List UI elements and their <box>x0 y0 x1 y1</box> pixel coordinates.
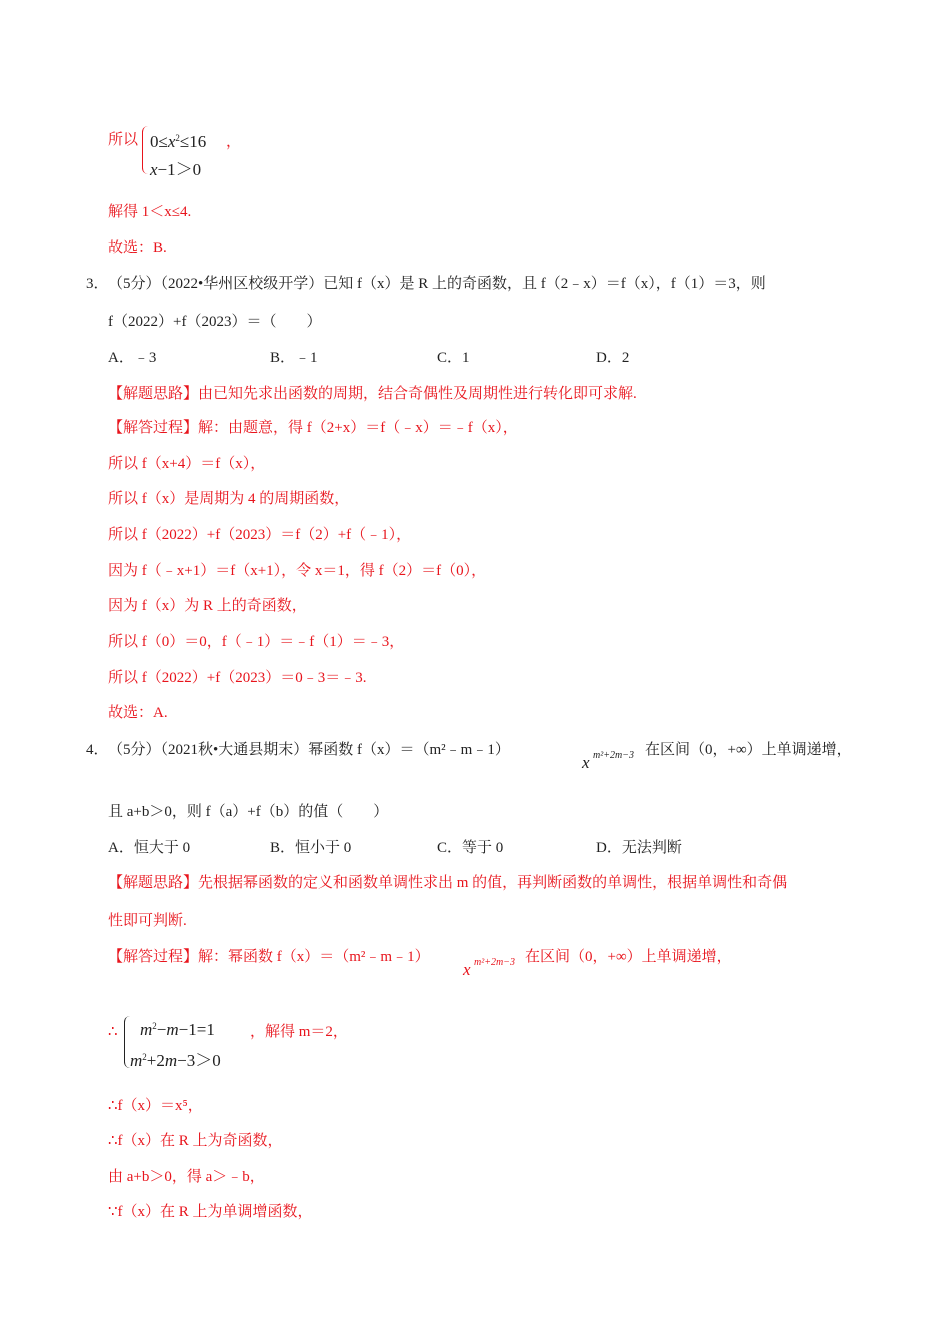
q4-option-d: D．无法判断 <box>596 840 682 856</box>
system-line-1: $0\le x^2\le 16$ <box>150 132 207 151</box>
q3-step-5: 因为 f（x）为 R 上的奇函数， <box>108 598 307 614</box>
q4-step-4: ∵f（x）在 R 上为单调增函数， <box>108 1204 313 1220</box>
q3-process-text: 解：由题意，得 f（2+x）＝f（﹣x）＝﹣f（x）， <box>198 420 518 436</box>
q3-step-1: 所以 f（x+4）＝f（x）， <box>108 456 266 472</box>
q4-stem-exponent: m²+2m−3 <box>593 750 634 761</box>
q3-step-6: 所以 f（0）＝0，f（﹣1）＝﹣f（1）＝﹣3， <box>108 634 405 650</box>
q4-process-exponent: m²+2m−3 <box>474 957 515 968</box>
q4-system-line-1: $m^2-m-1=1$ <box>140 1020 215 1039</box>
q3-hint-text: 由已知先求出函数的周期，结合奇偶性及周期性进行转化即可求解. <box>198 386 637 402</box>
q3-hint <box>108 384 637 404</box>
q3-hint-label: 【解题思路】 <box>108 386 199 402</box>
q4-step-2: ∴f（x）在 R 上为奇函数， <box>108 1133 283 1149</box>
q4-number: 4． <box>86 742 109 758</box>
q4-process <box>108 947 430 967</box>
q3-process-label: 【解答过程】 <box>108 420 199 436</box>
q3-step-3: 所以 f（2022）+f（2023）＝f（2）+f（﹣1）， <box>108 527 412 543</box>
q3-option-b: B．﹣1 <box>270 350 318 366</box>
q4-option-c: C．等于 0 <box>437 840 504 856</box>
q3-step-2: 所以 f（x）是周期为 4 的周期函数， <box>108 491 350 507</box>
q3-stem-line-2: f（2022）+f（2023）＝（ ） <box>108 314 322 330</box>
answer-prev: 故选：B. <box>108 240 167 256</box>
system-brace <box>142 126 149 174</box>
q4-hint-label: 【解题思路】 <box>108 875 199 891</box>
q3-answer: 故选：A. <box>108 705 168 721</box>
q3-option-a: A．﹣3 <box>108 350 157 366</box>
q4-step-1: ∴f（x）＝x⁵， <box>108 1098 203 1114</box>
q4-hint-text-1: 先根据幂函数的定义和函数单调性求出 m 的值，再判断函数的单调性，根据单调性和奇偶 <box>198 875 788 891</box>
q3-number: 3． <box>86 276 109 292</box>
q3-option-c: C．1 <box>437 350 470 366</box>
q4-stem-b: 在区间（0，+∞）上单调递增， <box>645 742 852 758</box>
q4-system-result: ，解得 m＝2， <box>250 1024 348 1040</box>
q4-hint <box>108 873 787 893</box>
q4-stem-line-2: 且 a+b＞0，则 f（a）+f（b）的值（ ） <box>108 804 389 820</box>
q4-hint-text-2: 性即可判断. <box>108 913 187 929</box>
q3-option-d: D．2 <box>596 350 630 366</box>
q3-step-4: 因为 f（﹣x+1）＝f（x+1），令 x＝1，得 f（2）＝f（0）， <box>108 563 487 579</box>
q4-option-a: A．恒大于 0 <box>108 840 191 856</box>
q4-stem-a: （5分）（2021秋•大通县期末）幂函数 f（x）＝（m²﹣m﹣1） <box>108 742 510 758</box>
q4-system-line-2: $m^2+2m-3>0$ <box>130 1051 221 1070</box>
q4-process-a: 解：幂函数 f（x）＝（m²﹣m﹣1） <box>198 949 430 965</box>
q4-process-label: 【解答过程】 <box>108 949 199 965</box>
system-line-2: x−1＞0 <box>150 160 202 179</box>
q4-process-base: x <box>463 960 471 979</box>
q4-step-3: 由 a+b＞0，得 a＞﹣b， <box>108 1169 265 1185</box>
q4-therefore: ∴ <box>108 1024 118 1040</box>
q4-process-b: 在区间（0，+∞）上单调递增， <box>525 949 732 965</box>
suoyi-label: 所以 <box>108 132 139 148</box>
q4-option-b: B．恒小于 0 <box>270 840 352 856</box>
system-comma: ， <box>226 134 242 150</box>
q4-stem-base: x <box>582 753 590 772</box>
q3-process <box>108 418 518 438</box>
solution-range: 解得 1＜x≤4. <box>108 204 192 220</box>
q3-stem-line-1: （5分）（2022•华州区校级开学）已知 f（x）是 R 上的奇函数，且 f（2﹣x）＝f（x），f（1）＝3，则 <box>108 276 766 292</box>
q3-step-7: 所以 f（2022）+f（2023）＝0﹣3＝﹣3. <box>108 670 367 686</box>
